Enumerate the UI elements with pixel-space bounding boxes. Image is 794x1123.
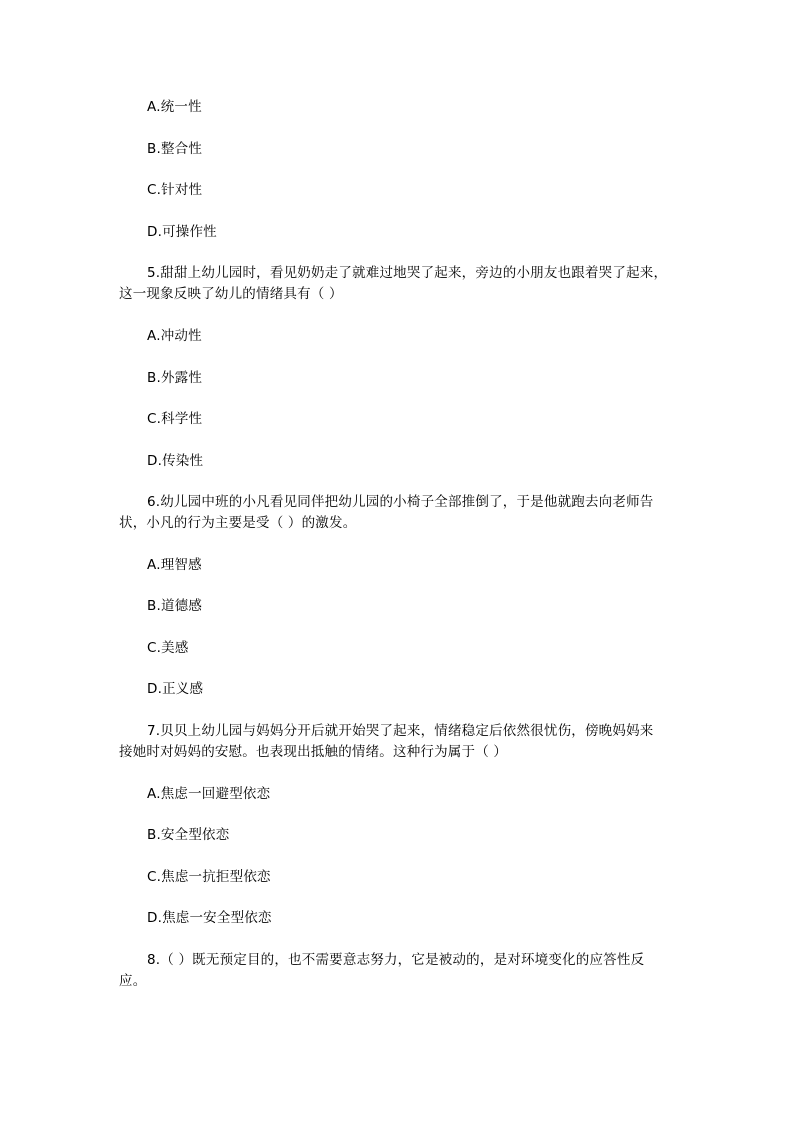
q5-question-line1: 5.甜甜上幼儿园时，看见奶奶走了就难过地哭了起来，旁边的小朋友也跟着哭了起来，	[147, 265, 668, 281]
q4-option-c: C.针对性	[147, 182, 203, 198]
q6-option-c: C.美感	[147, 640, 189, 656]
q5-option-b: B.外露性	[147, 370, 203, 386]
q6-option-a: A.理智感	[147, 557, 202, 573]
q8-question-line2: 应。	[119, 973, 147, 989]
q4-option-a: A.统一性	[147, 99, 202, 115]
q5-option-d: D.传染性	[147, 453, 204, 469]
q8-question-line1: 8.（ ）既无预定目的，也不需要意志努力，它是被动的，是对环境变化的应答性反	[147, 952, 645, 968]
q7-option-a: A.焦虑一回避型依恋	[147, 786, 271, 802]
q6-option-b: B.道德感	[147, 598, 203, 614]
q5-option-a: A.冲动性	[147, 328, 202, 344]
q7-option-b: B.安全型依恋	[147, 827, 230, 843]
q6-question-line1: 6.幼儿园中班的小凡看见同伴把幼儿园的小椅子全部推倒了，于是他就跑去向老师告	[147, 494, 654, 510]
q5-option-c: C.科学性	[147, 411, 203, 427]
q4-option-b: B.整合性	[147, 141, 203, 157]
q7-option-d: D.焦虑一安全型依恋	[147, 910, 272, 926]
q7-question-line2: 接她时对妈妈的安慰。也表现出抵触的情绪。这种行为属于（ ）	[119, 744, 508, 760]
q6-option-d: D.正义感	[147, 681, 204, 697]
q7-question-line1: 7.贝贝上幼儿园与妈妈分开后就开始哭了起来，情绪稳定后依然很忧伤，傍晚妈妈来	[147, 723, 654, 739]
q7-option-c: C.焦虑一抗拒型依恋	[147, 869, 271, 885]
q5-question-line2: 这一现象反映了幼儿的情绪具有（ ）	[119, 286, 343, 302]
q6-question-line2: 状，小凡的行为主要是受（ ）的激发。	[119, 515, 357, 531]
q4-option-d: D.可操作性	[147, 224, 217, 240]
